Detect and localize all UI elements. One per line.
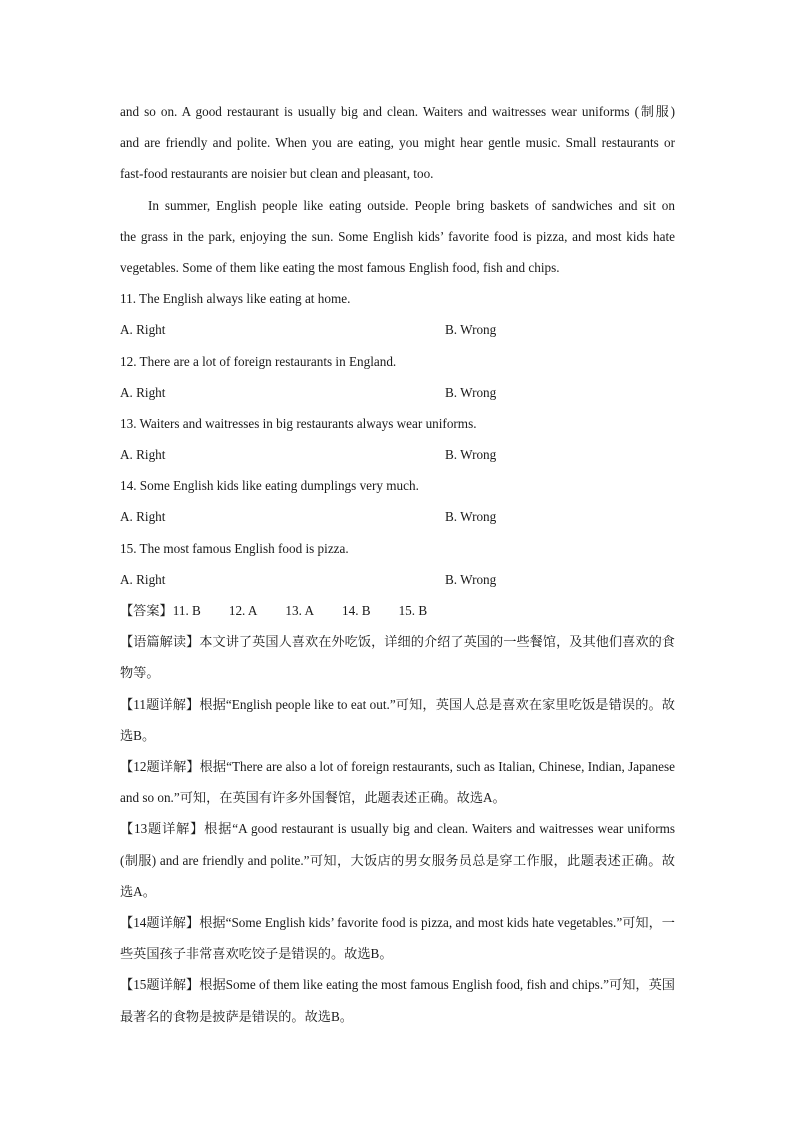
option-b[interactable]: B. Wrong <box>445 384 497 400</box>
question-text: 11. The English always like eating at home. <box>120 291 351 307</box>
options-row <box>120 501 675 532</box>
option-b[interactable]: B. Wrong <box>445 447 497 463</box>
option-b[interactable]: B. Wrong <box>445 322 497 338</box>
explanation-intro: 【语篇解读】本文讲了英国人喜欢在外吃饭，详细的介绍了英国的一些餐馆，及其他们喜欢的食物等。 <box>120 634 675 681</box>
answer-item: 11. B <box>172 603 201 618</box>
option-a[interactable]: A. Right <box>120 571 166 587</box>
explanation-q11: 【11题详解】根据“English people like to eat out.”可知，英国人总是喜欢在家里吃饭是错误的。故选B。 <box>120 696 675 743</box>
answer-key <box>120 595 675 626</box>
question-text: 15. The most famous English food is pizza. <box>120 540 349 556</box>
question-11 <box>120 283 675 345</box>
passage-line: the grass in the park, enjoying the sun. Some English kids’ favorite food is pizza, and most kids hate <box>120 228 675 244</box>
option-b[interactable]: B. Wrong <box>445 509 497 525</box>
answer-item: 14. B <box>342 603 371 618</box>
question-text: 12. There are a lot of foreign restaurants in England. <box>120 353 397 369</box>
explanation-q15: 【15题详解】根据Some of them like eating the most famous English food, fish and chips.”可知，英国最著名的食物是披萨是错误的。故选B。 <box>120 977 675 1024</box>
explanation-q14: 【14题详解】根据“Some English kids’ favorite food is pizza, and most kids hate vegetables.”可知，一些英国孩子非常喜欢吃饺子是错误的。故选B。 <box>120 915 675 962</box>
question-text: 13. Waiters and waitresses in big restaurants always wear uniforms. <box>120 415 477 431</box>
options-row <box>120 314 675 345</box>
question-text: 14. Some English kids like eating dumplings very much. <box>120 478 419 494</box>
option-a[interactable]: A. Right <box>120 384 166 400</box>
answer-item: 15. B <box>398 603 428 618</box>
passage-line: and so on. A good restaurant is usually big and clean. Waiters and waitresses wear uniforms (制服) <box>120 104 675 119</box>
question-15 <box>120 533 675 595</box>
question-14 <box>120 470 675 532</box>
question-13 <box>120 408 675 470</box>
answer-item: 13. A <box>285 603 314 618</box>
option-a[interactable]: A. Right <box>120 447 166 463</box>
answer-label: 【答案】 <box>120 603 173 618</box>
explanation-q13: 【13题详解】根据“A good restaurant is usually big and clean. Waiters and waitresses wear uniforms (制服) and are friendly and polite.”可知，大饭店的男女服务员总是穿工作服，此题表述正确。故选A。 <box>120 821 675 899</box>
options-row <box>120 564 675 595</box>
answer-item: 12. A <box>228 603 258 618</box>
option-a[interactable]: A. Right <box>120 509 166 525</box>
passage-line: In summer, English people like eating outside. People bring baskets of sandwiches and sit on <box>148 197 675 213</box>
option-b[interactable]: B. Wrong <box>445 571 497 587</box>
options-row <box>120 377 675 408</box>
question-12 <box>120 346 675 408</box>
passage-line: and are friendly and polite. When you are eating, you might hear gentle music. Small restaurants or <box>120 135 675 151</box>
options-row <box>120 439 675 470</box>
passage-line: fast-food restaurants are noisier but clean and pleasant, too. <box>120 166 434 182</box>
document-page <box>120 96 675 1032</box>
explanation-q12: 【12题详解】根据“There are also a lot of foreign restaurants, such as Italian, Chinese, Indian, Japanese and so on.”可知，在英国有许多外国餐馆，此题表述正确。故选A。 <box>120 759 675 806</box>
passage-line: vegetables. Some of them like eating the most famous English food, fish and chips. <box>120 259 560 275</box>
option-a[interactable]: A. Right <box>120 322 166 338</box>
